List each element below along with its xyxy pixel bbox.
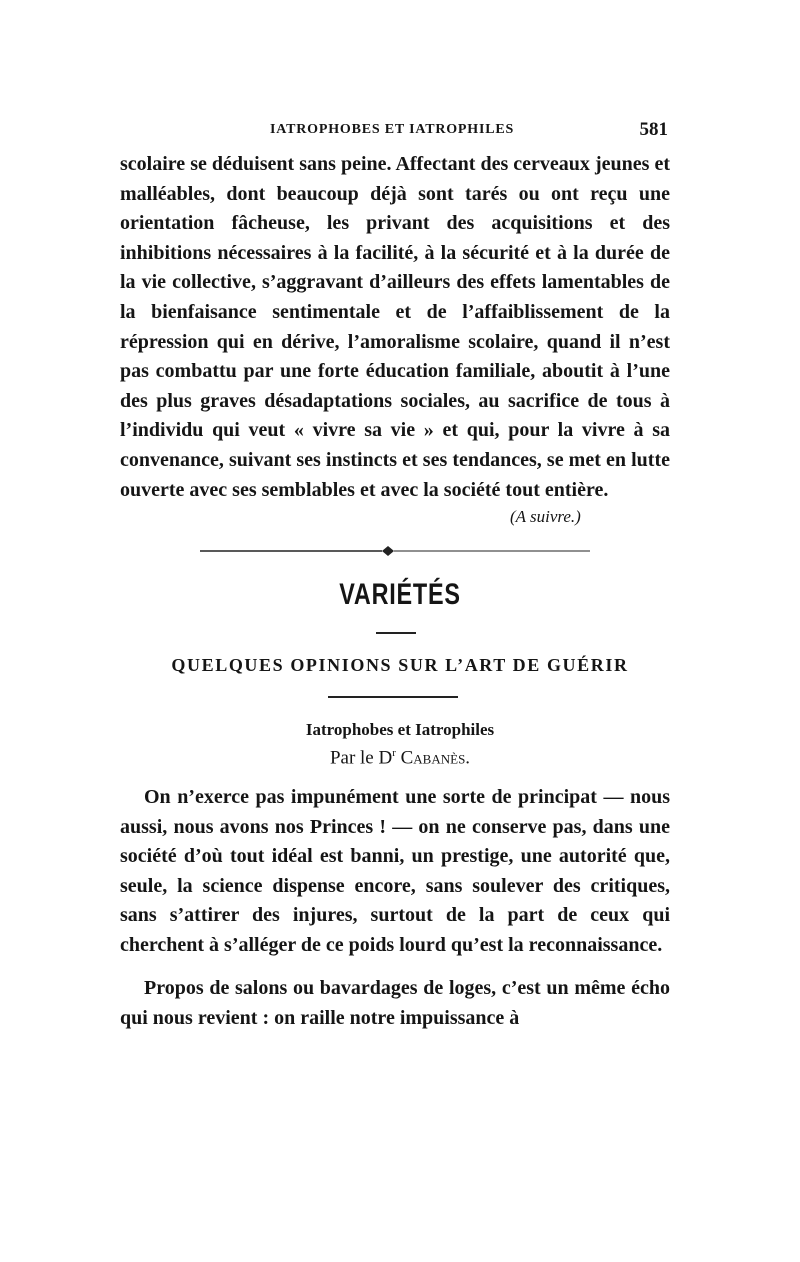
page-number: 581 <box>639 119 668 140</box>
running-title: IATROPHOBES ET IATROPHILES <box>270 122 515 137</box>
title-rule-divider <box>328 696 458 698</box>
article-title: QUELQUES OPINIONS SUR L’ART DE GUÉRIR <box>171 655 629 675</box>
to-be-continued-note: (A suivre.) <box>510 507 581 526</box>
author-byline <box>0 747 800 769</box>
article-paragraph-1: On n’exerce pas impunément une sorte de principat — nous aussi, nous avons nos Princes ! — on ne conserve pas, dans une société d’où tout idéal est banni, un prestige, une autorité que, seule, la science dispense encore, sans soulever des critiques, sans s’attirer des injures, surtout de la part de ceux qui cherchent à s’alléger de ce poids lourd qu’est la reconnaissance. <box>120 786 670 956</box>
byline-author: Cabanès. <box>400 747 471 769</box>
running-header <box>120 119 668 144</box>
short-rule-divider <box>376 632 416 634</box>
ornamental-rule-divider <box>200 545 590 557</box>
byline-prefix: Par le D <box>329 747 393 769</box>
byline-superscript: r <box>392 747 396 759</box>
continued-paragraph: scolaire se déduisent sans peine. Affectant des cerveaux jeunes et malléables, dont beaucoup déjà sont tarés ou ont reçu une orientation fâcheuse, les privant des acquisitions et des inhibitions nécessaires à la facilité, à la sécurité et à la durée de la vie collective, s’aggravant d’ailleurs des effets lamentables de la bienfaisance sentimentale et de l’affaiblissement de la répression qui en dérive, l’amoralisme scolaire, quand il n’est pas combattu par une forte éducation familiale, aboutit à l’une des plus graves désadaptations sociales, au sacrifice de tous à l’individu qui veut « vivre sa vie » et qui, pour la vivre à sa convenance, suivant ses instincts et ses tendances, se met en lutte ouverte avec ses semblables et avec la société tout entière. <box>120 153 670 501</box>
section-title: VARIÉTÉS <box>339 578 461 611</box>
article-paragraph-2: Propos de salons ou bavardages de loges, c’est un même écho qui nous revient : on raille notre impuissance à <box>120 977 670 1029</box>
article-subtitle: Iatrophobes et Iatrophiles <box>305 720 495 739</box>
